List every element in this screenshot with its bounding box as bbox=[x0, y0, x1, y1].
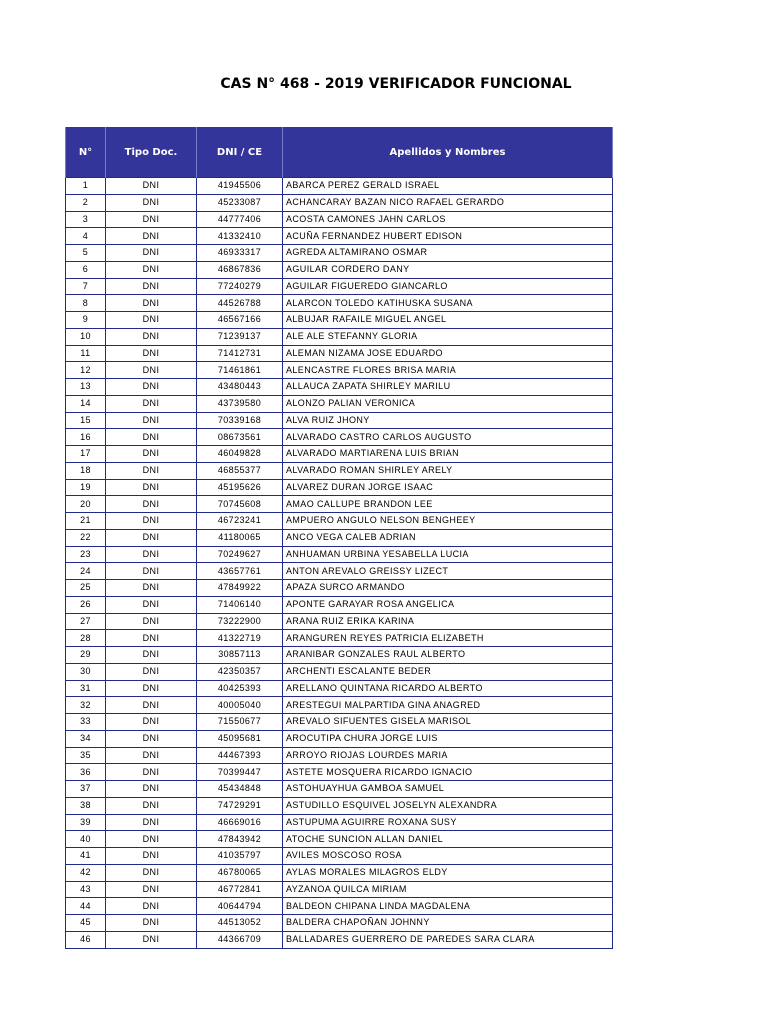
dni-number: 74729291 bbox=[197, 797, 283, 814]
full-name: ARANA RUIZ ERIKA KARINA bbox=[283, 613, 613, 630]
full-name: ARELLANO QUINTANA RICARDO ALBERTO bbox=[283, 680, 613, 697]
table-row bbox=[66, 647, 613, 664]
doc-type: DNI bbox=[106, 848, 197, 865]
full-name: APAZA SURCO ARMANDO bbox=[283, 580, 613, 597]
table-row bbox=[66, 630, 613, 647]
table-row bbox=[66, 898, 613, 915]
doc-type: DNI bbox=[106, 831, 197, 848]
table-row bbox=[66, 429, 613, 446]
doc-type: DNI bbox=[106, 730, 197, 747]
doc-type: DNI bbox=[106, 379, 197, 396]
full-name: ASTETE MOSQUERA RICARDO IGNACIO bbox=[283, 764, 613, 781]
row-number: 41 bbox=[66, 848, 106, 865]
full-name: ARESTEGUI MALPARTIDA GINA ANAGRED bbox=[283, 697, 613, 714]
doc-type: DNI bbox=[106, 747, 197, 764]
dni-number: 44467393 bbox=[197, 747, 283, 764]
table-row bbox=[66, 931, 613, 948]
row-number: 1 bbox=[66, 178, 106, 195]
row-number: 24 bbox=[66, 563, 106, 580]
full-name: ANTON AREVALO GREISSY LIZECT bbox=[283, 563, 613, 580]
row-number: 46 bbox=[66, 931, 106, 948]
dni-number: 41945506 bbox=[197, 178, 283, 195]
table-row bbox=[66, 580, 613, 597]
row-number: 17 bbox=[66, 446, 106, 463]
dni-number: 46669016 bbox=[197, 814, 283, 831]
doc-type: DNI bbox=[106, 931, 197, 948]
row-number: 23 bbox=[66, 546, 106, 563]
full-name: ALVAREZ DURAN JORGE ISAAC bbox=[283, 479, 613, 496]
row-number: 44 bbox=[66, 898, 106, 915]
full-name: ALE ALE STEFANNY GLORIA bbox=[283, 328, 613, 345]
full-name: AGUILAR FIGUEREDO GIANCARLO bbox=[283, 278, 613, 295]
dni-number: 71550677 bbox=[197, 714, 283, 731]
doc-type: DNI bbox=[106, 596, 197, 613]
dni-number: 46772841 bbox=[197, 881, 283, 898]
dni-number: 44777406 bbox=[197, 211, 283, 228]
table-row bbox=[66, 797, 613, 814]
table-row bbox=[66, 915, 613, 932]
doc-type: DNI bbox=[106, 546, 197, 563]
doc-type: DNI bbox=[106, 429, 197, 446]
doc-type: DNI bbox=[106, 395, 197, 412]
row-number: 8 bbox=[66, 295, 106, 312]
full-name: AVILES MOSCOSO ROSA bbox=[283, 848, 613, 865]
dni-number: 30857113 bbox=[197, 647, 283, 664]
doc-type: DNI bbox=[106, 295, 197, 312]
table-row bbox=[66, 479, 613, 496]
doc-type: DNI bbox=[106, 278, 197, 295]
full-name: ASTUDILLO ESQUIVEL JOSELYN ALEXANDRA bbox=[283, 797, 613, 814]
full-name: AGREDA ALTAMIRANO OSMAR bbox=[283, 245, 613, 262]
dni-number: 43739580 bbox=[197, 395, 283, 412]
dni-number: 47849922 bbox=[197, 580, 283, 597]
dni-number: 46567166 bbox=[197, 312, 283, 329]
row-number: 42 bbox=[66, 864, 106, 881]
row-number: 15 bbox=[66, 412, 106, 429]
dni-number: 42350357 bbox=[197, 663, 283, 680]
table-row bbox=[66, 178, 613, 195]
table-row bbox=[66, 295, 613, 312]
table-row bbox=[66, 730, 613, 747]
dni-number: 44513052 bbox=[197, 915, 283, 932]
full-name: ALENCASTRE FLORES BRISA MARIA bbox=[283, 362, 613, 379]
doc-type: DNI bbox=[106, 781, 197, 798]
full-name: AROCUTIPA CHURA JORGE LUIS bbox=[283, 730, 613, 747]
doc-type: DNI bbox=[106, 663, 197, 680]
full-name: ALVA RUIZ JHONY bbox=[283, 412, 613, 429]
full-name: AMAO CALLUPE BRANDON LEE bbox=[283, 496, 613, 513]
dni-number: 08673561 bbox=[197, 429, 283, 446]
dni-number: 46049828 bbox=[197, 446, 283, 463]
table-row bbox=[66, 194, 613, 211]
row-number: 34 bbox=[66, 730, 106, 747]
header-full-name: Apellidos y Nombres bbox=[283, 127, 613, 178]
row-number: 4 bbox=[66, 228, 106, 245]
full-name: ALARCON TOLEDO KATIHUSKA SUSANA bbox=[283, 295, 613, 312]
table-row bbox=[66, 446, 613, 463]
row-number: 2 bbox=[66, 194, 106, 211]
table-row bbox=[66, 680, 613, 697]
full-name: AYZANOA QUILCA MIRIAM bbox=[283, 881, 613, 898]
full-name: ALVARADO CASTRO CARLOS AUGUSTO bbox=[283, 429, 613, 446]
dni-number: 41180065 bbox=[197, 529, 283, 546]
row-number: 30 bbox=[66, 663, 106, 680]
table-row bbox=[66, 663, 613, 680]
dni-number: 73222900 bbox=[197, 613, 283, 630]
table-row bbox=[66, 814, 613, 831]
full-name: ASTUPUMA AGUIRRE ROXANA SUSY bbox=[283, 814, 613, 831]
table-row bbox=[66, 546, 613, 563]
row-number: 7 bbox=[66, 278, 106, 295]
full-name: ACOSTA CAMONES JAHN CARLOS bbox=[283, 211, 613, 228]
dni-number: 70249627 bbox=[197, 546, 283, 563]
dni-number: 45095681 bbox=[197, 730, 283, 747]
full-name: ANCO VEGA CALEB ADRIAN bbox=[283, 529, 613, 546]
doc-type: DNI bbox=[106, 764, 197, 781]
dni-number: 41035797 bbox=[197, 848, 283, 865]
row-number: 38 bbox=[66, 797, 106, 814]
table-row bbox=[66, 848, 613, 865]
full-name: ACUÑA FERNANDEZ HUBERT EDISON bbox=[283, 228, 613, 245]
table-row bbox=[66, 312, 613, 329]
table-header-row bbox=[66, 127, 613, 178]
table-row bbox=[66, 764, 613, 781]
full-name: ARANIBAR GONZALES RAUL ALBERTO bbox=[283, 647, 613, 664]
row-number: 36 bbox=[66, 764, 106, 781]
header-dni: DNI / CE bbox=[197, 127, 283, 178]
table-row bbox=[66, 328, 613, 345]
row-number: 40 bbox=[66, 831, 106, 848]
doc-type: DNI bbox=[106, 613, 197, 630]
row-number: 5 bbox=[66, 245, 106, 262]
dni-number: 41322719 bbox=[197, 630, 283, 647]
full-name: BALDEON CHIPANA LINDA MAGDALENA bbox=[283, 898, 613, 915]
dni-number: 47843942 bbox=[197, 831, 283, 848]
row-number: 3 bbox=[66, 211, 106, 228]
full-name: ALVARADO ROMAN SHIRLEY ARELY bbox=[283, 462, 613, 479]
row-number: 21 bbox=[66, 513, 106, 530]
table-row bbox=[66, 596, 613, 613]
doc-type: DNI bbox=[106, 446, 197, 463]
full-name: ALEMAN NIZAMA JOSE EDUARDO bbox=[283, 345, 613, 362]
row-number: 29 bbox=[66, 647, 106, 664]
full-name: AYLAS MORALES MILAGROS ELDY bbox=[283, 864, 613, 881]
doc-type: DNI bbox=[106, 714, 197, 731]
doc-type: DNI bbox=[106, 261, 197, 278]
table-row bbox=[66, 379, 613, 396]
row-number: 12 bbox=[66, 362, 106, 379]
row-number: 19 bbox=[66, 479, 106, 496]
full-name: BALDERA CHAPOÑAN JOHNNY bbox=[283, 915, 613, 932]
full-name: ARCHENTI ESCALANTE BEDER bbox=[283, 663, 613, 680]
row-number: 28 bbox=[66, 630, 106, 647]
dni-number: 77240279 bbox=[197, 278, 283, 295]
dni-number: 71239137 bbox=[197, 328, 283, 345]
row-number: 18 bbox=[66, 462, 106, 479]
full-name: AREVALO SIFUENTES GISELA MARISOL bbox=[283, 714, 613, 731]
row-number: 16 bbox=[66, 429, 106, 446]
dni-number: 46723241 bbox=[197, 513, 283, 530]
dni-number: 71412731 bbox=[197, 345, 283, 362]
dni-number: 70339168 bbox=[197, 412, 283, 429]
table-row bbox=[66, 747, 613, 764]
row-number: 20 bbox=[66, 496, 106, 513]
row-number: 10 bbox=[66, 328, 106, 345]
table-row bbox=[66, 613, 613, 630]
table-row bbox=[66, 345, 613, 362]
doc-type: DNI bbox=[106, 194, 197, 211]
doc-type: DNI bbox=[106, 362, 197, 379]
table-row bbox=[66, 781, 613, 798]
table-row bbox=[66, 529, 613, 546]
dni-number: 45233087 bbox=[197, 194, 283, 211]
doc-type: DNI bbox=[106, 328, 197, 345]
dni-number: 43480443 bbox=[197, 379, 283, 396]
doc-type: DNI bbox=[106, 864, 197, 881]
table-row bbox=[66, 412, 613, 429]
dni-number: 46855377 bbox=[197, 462, 283, 479]
table-row bbox=[66, 211, 613, 228]
doc-type: DNI bbox=[106, 178, 197, 195]
full-name: AMPUERO ANGULO NELSON BENGHEEY bbox=[283, 513, 613, 530]
table-row bbox=[66, 864, 613, 881]
doc-type: DNI bbox=[106, 211, 197, 228]
candidates-table bbox=[65, 127, 613, 949]
row-number: 43 bbox=[66, 881, 106, 898]
dni-number: 40644794 bbox=[197, 898, 283, 915]
dni-number: 46780065 bbox=[197, 864, 283, 881]
doc-type: DNI bbox=[106, 647, 197, 664]
doc-type: DNI bbox=[106, 529, 197, 546]
row-number: 39 bbox=[66, 814, 106, 831]
dni-number: 71461861 bbox=[197, 362, 283, 379]
table-row bbox=[66, 563, 613, 580]
dni-number: 41332410 bbox=[197, 228, 283, 245]
doc-type: DNI bbox=[106, 228, 197, 245]
dni-number: 46867836 bbox=[197, 261, 283, 278]
full-name: AGUILAR CORDERO DANY bbox=[283, 261, 613, 278]
doc-type: DNI bbox=[106, 680, 197, 697]
doc-type: DNI bbox=[106, 630, 197, 647]
doc-type: DNI bbox=[106, 915, 197, 932]
row-number: 32 bbox=[66, 697, 106, 714]
full-name: ALVARADO MARTIARENA LUIS BRIAN bbox=[283, 446, 613, 463]
full-name: ARANGUREN REYES PATRICIA ELIZABETH bbox=[283, 630, 613, 647]
table-row bbox=[66, 261, 613, 278]
dni-number: 44526788 bbox=[197, 295, 283, 312]
doc-type: DNI bbox=[106, 697, 197, 714]
full-name: ALONZO PALIAN VERONICA bbox=[283, 395, 613, 412]
row-number: 26 bbox=[66, 596, 106, 613]
doc-type: DNI bbox=[106, 898, 197, 915]
doc-type: DNI bbox=[106, 462, 197, 479]
row-number: 25 bbox=[66, 580, 106, 597]
table-row bbox=[66, 395, 613, 412]
doc-type: DNI bbox=[106, 580, 197, 597]
row-number: 33 bbox=[66, 714, 106, 731]
doc-type: DNI bbox=[106, 513, 197, 530]
dni-number: 45434848 bbox=[197, 781, 283, 798]
header-number: N° bbox=[66, 127, 106, 178]
row-number: 31 bbox=[66, 680, 106, 697]
row-number: 13 bbox=[66, 379, 106, 396]
full-name: ALLAUCA ZAPATA SHIRLEY MARILU bbox=[283, 379, 613, 396]
row-number: 37 bbox=[66, 781, 106, 798]
row-number: 6 bbox=[66, 261, 106, 278]
row-number: 9 bbox=[66, 312, 106, 329]
doc-type: DNI bbox=[106, 496, 197, 513]
dni-number: 43657761 bbox=[197, 563, 283, 580]
doc-type: DNI bbox=[106, 563, 197, 580]
full-name: ANHUAMAN URBINA YESABELLA LUCIA bbox=[283, 546, 613, 563]
table-row bbox=[66, 714, 613, 731]
table-row bbox=[66, 513, 613, 530]
table-row bbox=[66, 362, 613, 379]
full-name: ARROYO RIOJAS LOURDES MARIA bbox=[283, 747, 613, 764]
row-number: 27 bbox=[66, 613, 106, 630]
table-row bbox=[66, 278, 613, 295]
doc-type: DNI bbox=[106, 245, 197, 262]
full-name: ALBUJAR RAFAILE MIGUEL ANGEL bbox=[283, 312, 613, 329]
doc-type: DNI bbox=[106, 797, 197, 814]
row-number: 22 bbox=[66, 529, 106, 546]
table-row bbox=[66, 245, 613, 262]
page-title: CAS N° 468 - 2019 VERIFICADOR FUNCIONAL bbox=[220, 76, 572, 92]
header-doc-type: Tipo Doc. bbox=[106, 127, 197, 178]
full-name: ATOCHE SUNCION ALLAN DANIEL bbox=[283, 831, 613, 848]
full-name: ASTOHUAYHUA GAMBOA SAMUEL bbox=[283, 781, 613, 798]
table-row bbox=[66, 831, 613, 848]
row-number: 35 bbox=[66, 747, 106, 764]
doc-type: DNI bbox=[106, 345, 197, 362]
table-body bbox=[66, 178, 613, 949]
row-number: 11 bbox=[66, 345, 106, 362]
full-name: ACHANCARAY BAZAN NICO RAFAEL GERARDO bbox=[283, 194, 613, 211]
dni-number: 71406140 bbox=[197, 596, 283, 613]
full-name: ABARCA PEREZ GERALD ISRAEL bbox=[283, 178, 613, 195]
table-row bbox=[66, 496, 613, 513]
doc-type: DNI bbox=[106, 412, 197, 429]
table-row bbox=[66, 462, 613, 479]
dni-number: 46933317 bbox=[197, 245, 283, 262]
full-name: APONTE GARAYAR ROSA ANGELICA bbox=[283, 596, 613, 613]
dni-number: 40005040 bbox=[197, 697, 283, 714]
doc-type: DNI bbox=[106, 881, 197, 898]
doc-type: DNI bbox=[106, 814, 197, 831]
full-name: BALLADARES GUERRERO DE PAREDES SARA CLARA bbox=[283, 931, 613, 948]
dni-number: 40425393 bbox=[197, 680, 283, 697]
table-row bbox=[66, 697, 613, 714]
dni-number: 45195626 bbox=[197, 479, 283, 496]
row-number: 45 bbox=[66, 915, 106, 932]
table-row bbox=[66, 881, 613, 898]
doc-type: DNI bbox=[106, 479, 197, 496]
dni-number: 44366709 bbox=[197, 931, 283, 948]
dni-number: 70745608 bbox=[197, 496, 283, 513]
dni-number: 70399447 bbox=[197, 764, 283, 781]
doc-type: DNI bbox=[106, 312, 197, 329]
table-row bbox=[66, 228, 613, 245]
row-number: 14 bbox=[66, 395, 106, 412]
